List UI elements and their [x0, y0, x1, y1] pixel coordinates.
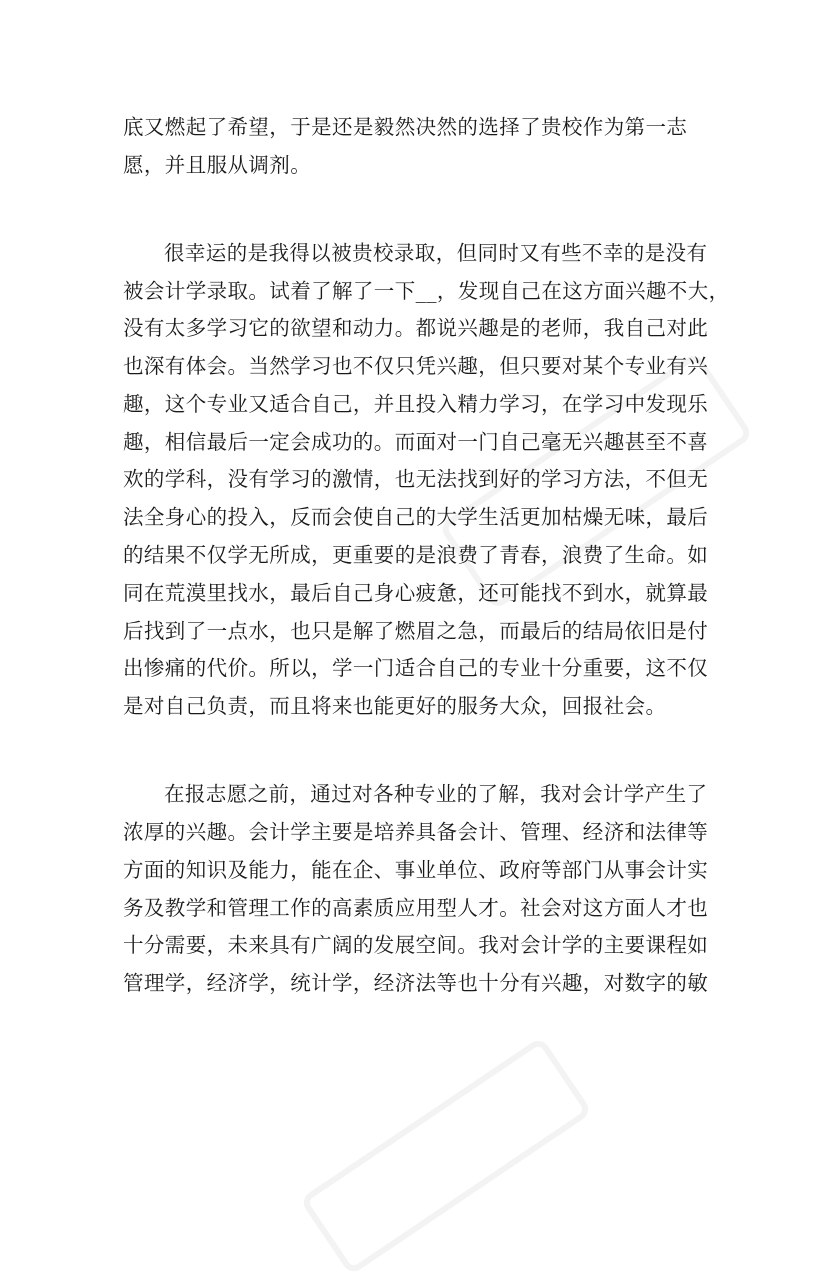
paragraph-3-line-4: 务及教学和管理工作的高素质应用型人才。社会对这方面人才也 — [123, 896, 709, 920]
paragraph-2-line-12: 出惨痛的代价。所以，学一门适合自己的专业十分重要，这不仅 — [123, 656, 709, 680]
paragraph-3-line-6: 管理学，经济学，统计学，经济法等也十分有兴趣，对数字的敏 — [123, 971, 709, 995]
paragraph-2-line-5: 趣，这个专业又适合自己，并且投入精力学习，在学习中发现乐 — [123, 392, 709, 416]
paragraph-2-line-6: 趣，相信最后一定会成功的。而面对一门自己毫无兴趣甚至不喜 — [123, 430, 709, 454]
paragraph-2-line-7: 欢的学科，没有学习的激情，也无法找到好的学习方法，不但无 — [123, 467, 709, 491]
paragraph-2-line-10: 同在荒漠里找水，最后自己身心疲惫，还可能找不到水，就算最 — [123, 581, 709, 605]
paragraph-2-line-11: 后找到了一点水，也只是解了燃眉之急，而最后的结局依旧是付 — [123, 619, 709, 643]
paragraph-2-line-2: 被会计学录取。试着了解了一下__，发现自己在这方面兴趣不大， — [123, 279, 730, 303]
paragraph-2-line-3: 没有太多学习它的欲望和动力。都说兴趣是的老师，我自己对此 — [123, 316, 709, 340]
paragraph-3-line-3: 方面的知识及能力，能在企、事业单位、政府等部门从事会计实 — [123, 858, 709, 882]
watermark-stamp — [299, 1036, 593, 1276]
paragraph-2-line-4: 也深有体会。当然学习也不仅只凭兴趣，但只要对某个专业有兴 — [123, 354, 709, 378]
paragraph-3-line-2: 浓厚的兴趣。会计学主要是培养具备会计、管理、经济和法律等 — [123, 820, 709, 844]
paragraph-3-line-1: 在报志愿之前，通过对各种专业的了解，我对会计学产生了 — [164, 782, 708, 806]
paragraph-1-line-2: 愿，并且服从调剂。 — [123, 153, 312, 177]
paragraph-2-line-13: 是对自己负责，而且将来也能更好的服务大众，回报社会。 — [123, 694, 667, 718]
paragraph-3-line-5: 十分需要，未来具有广阔的发展空间。我对会计学的主要课程如 — [123, 933, 709, 957]
paragraph-2-line-9: 的结果不仅学无所成，更重要的是浪费了青春，浪费了生命。如 — [123, 543, 709, 567]
paragraph-2-line-8: 法全身心的投入，反而会使自己的大学生活更加枯燥无味，最后 — [123, 505, 709, 529]
paragraph-1-line-1: 底又燃起了希望，于是还是毅然决然的选择了贵校作为第一志 — [123, 115, 688, 139]
paragraph-2-line-1: 很幸运的是我得以被贵校录取，但同时又有些不幸的是没有 — [164, 241, 708, 265]
